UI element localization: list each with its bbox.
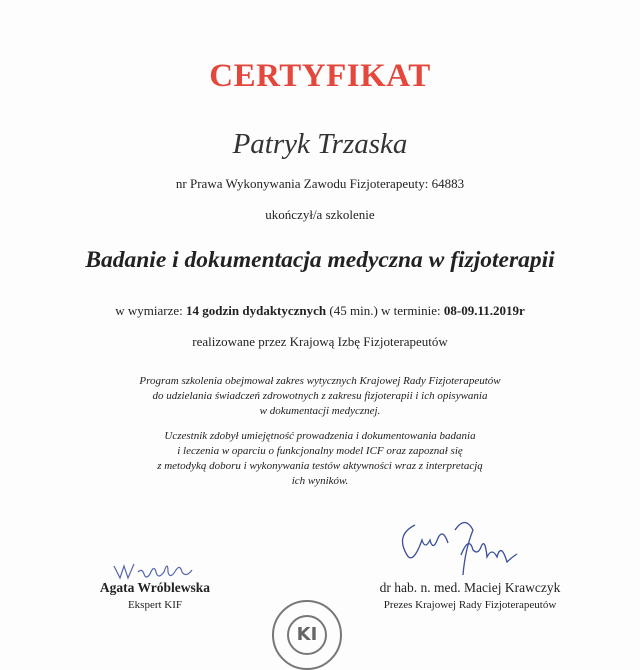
signature-right [395, 515, 545, 580]
organizer: realizowane przez Krajową Izbę Fizjoterapeutów [192, 334, 448, 349]
scope-hours: 14 godzin dydaktycznych [186, 303, 327, 318]
completion-text: ukończył/a szkolenie [265, 207, 375, 222]
program-line: w dokumentacji medycznej. [259, 405, 381, 417]
kif-seal-icon [272, 600, 342, 670]
license-number: nr Prawa Wykonywania Zawodu Fizjoterapeuty: 64883 [175, 176, 465, 191]
signature-left [110, 558, 210, 582]
program-description [0, 374, 640, 419]
signatory-role: Prezes Krajowej Rady Fizjoterapeutów [383, 599, 557, 611]
certificate-title: CERTYFIKAT [209, 58, 431, 94]
recipient-name: Patryk Trzaska [232, 128, 408, 160]
signatory-role: Ekspert KIF [127, 599, 183, 611]
signatory-right [350, 580, 590, 611]
course-title: Badanie i dokumentacja medyczna w fizjoterapii [85, 247, 555, 273]
signatory-name: dr hab. n. med. Maciej Krawczyk [379, 580, 561, 595]
signatory-left [80, 580, 230, 611]
scope-prefix: w wymiarze: [115, 303, 187, 318]
skills-line: ich wyników. [291, 475, 349, 487]
program-line: do udzielania świadczeń zdrowotnych z zakresu fizjoterapii i ich opisywania [152, 390, 488, 402]
skills-line: z metodyką doboru i wykonywania testów aktywności wraz z interpretacją [157, 460, 483, 472]
seal-logo: KI [287, 615, 327, 655]
signatory-name: Agata Wróblewska [99, 580, 211, 595]
scope-dates: 08-09.11.2019r [443, 303, 525, 318]
skills-line: i leczenia w oparciu o funkcjonalny model ICF oraz zapoznał się [177, 445, 463, 457]
skills-description [0, 429, 640, 489]
skills-line: Uczestnik zdobył umiejętność prowadzenia i dokumentowania badania [164, 430, 476, 442]
scope-mid: (45 min.) w terminie: [326, 303, 444, 318]
program-line: Program szkolenia obejmował zakres wytycznych Krajowej Rady Fizjoterapeutów [139, 375, 501, 387]
course-scope [0, 303, 640, 319]
